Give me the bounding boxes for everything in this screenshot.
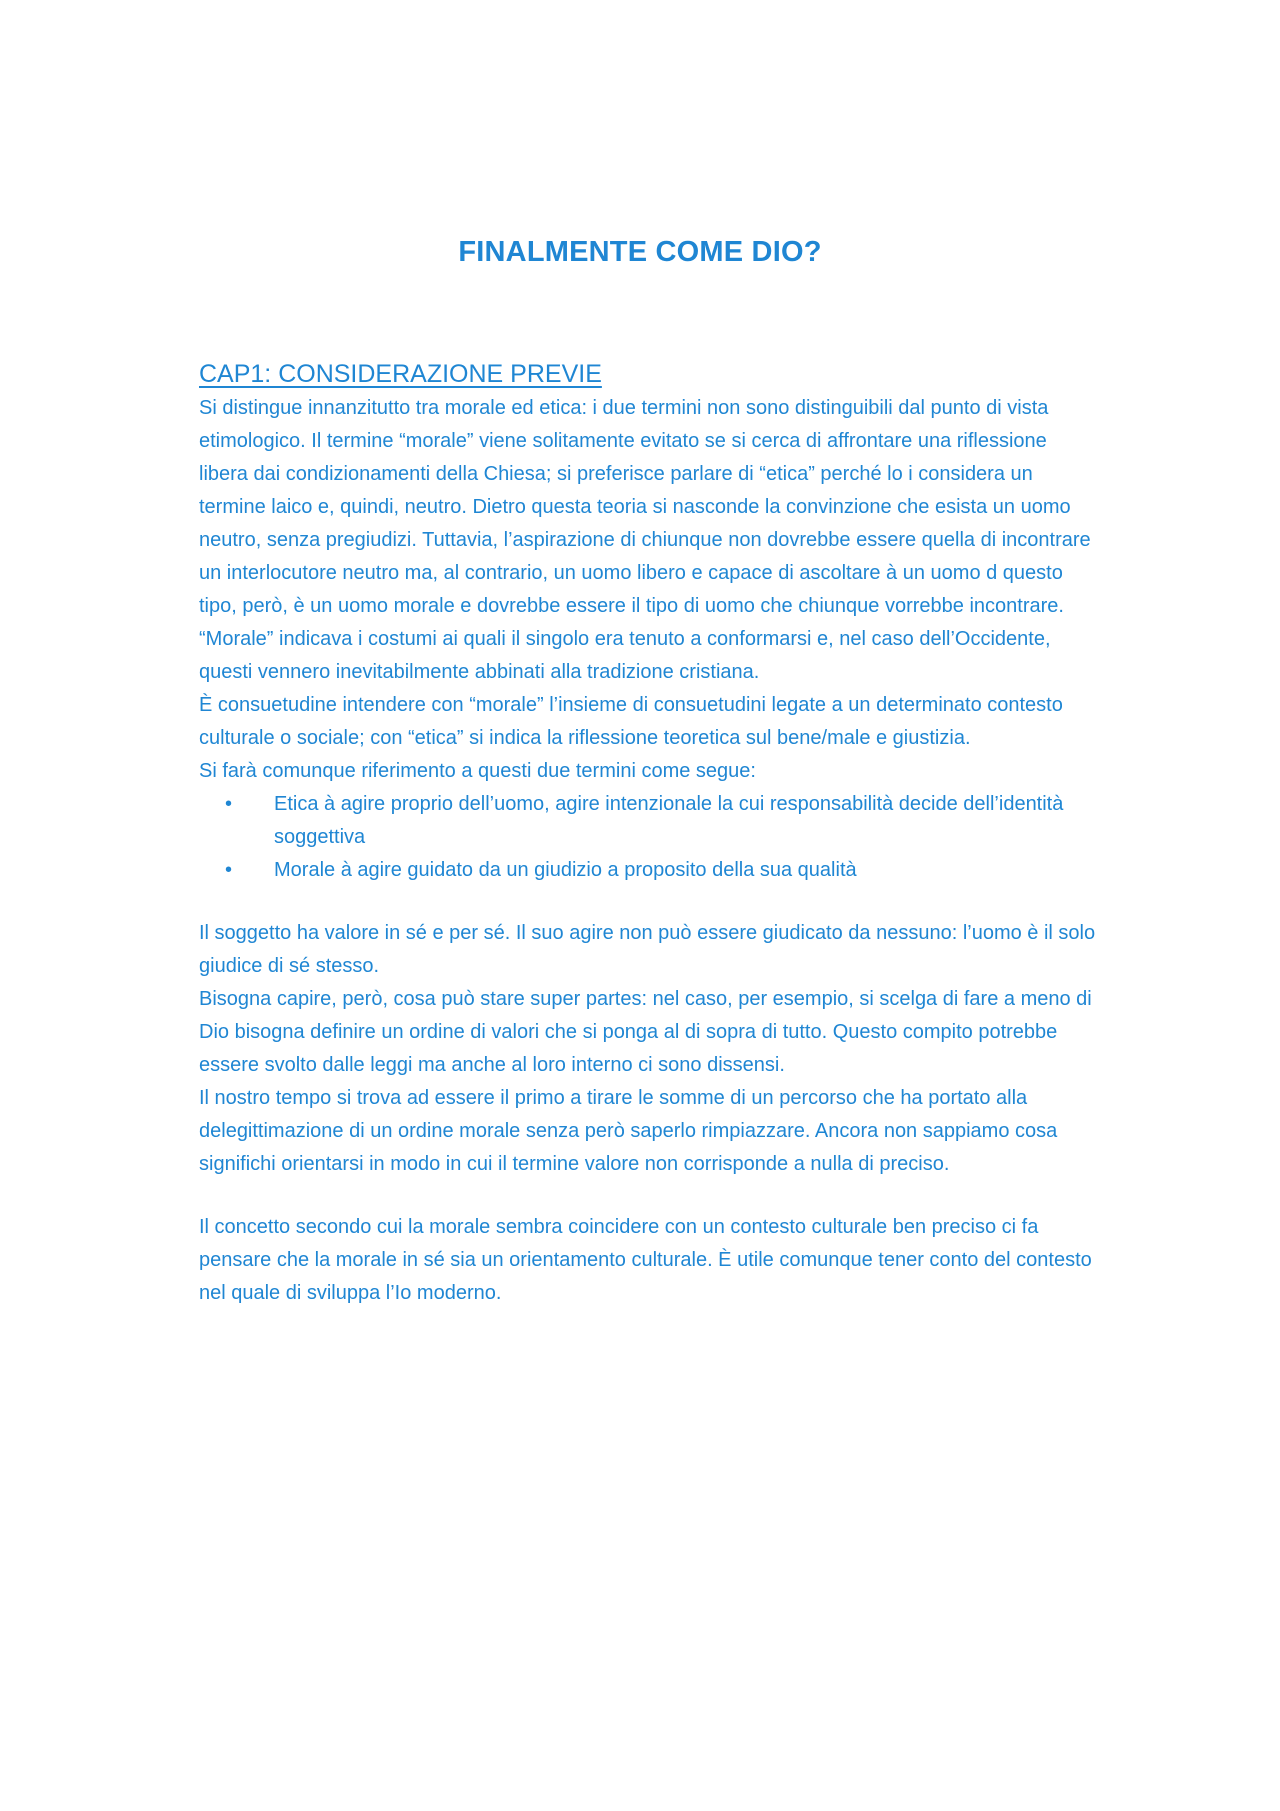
paragraph: Bisogna capire, però, cosa può stare super partes: nel caso, per esempio, si scelga di fare a meno di Dio bisogna definire un ordine di valori che si ponga al di sopra di tutto. Questo compito potrebbe essere svolto dalle leggi ma anche al loro interno ci sono dissensi. bbox=[199, 988, 1092, 1076]
document-body bbox=[199, 356, 1099, 1310]
paragraph: Si distingue innanzitutto tra morale ed etica: i due termini non sono distinguibili dal punto di vista etimologico. Il termine “morale” viene solitamente evitato se si cerca di affrontare una riflessione libera dai condizionamenti della Chiesa; si preferisce parlare di “etica” perché lo i considera un termine laico e, quindi, neutro. Dietro questa teoria si nasconde la convinzione che esista un uomo neutro, senza pregiudizi. Tuttavia, l’aspirazione di chiunque non dovrebbe essere quella di incontrare un interlocutore neutro ma, al contrario, un uomo libero e capace di ascoltare à un uomo d questo tipo, però, è un uomo morale e dovrebbe essere il tipo di uomo che chiunque vorrebbe incontrare. bbox=[199, 397, 1091, 617]
paragraph: Il soggetto ha valore in sé e per sé. Il suo agire non può essere giudicato da nessuno: l’uomo è il solo giudice di sé stesso. bbox=[199, 922, 1096, 977]
paragraph: Si farà comunque riferimento a questi due termini come segue: bbox=[199, 760, 756, 782]
paragraph-spacer bbox=[199, 1181, 1099, 1211]
paragraph-spacer bbox=[199, 887, 1099, 917]
bullet-text: Morale à agire guidato da un giudizio a proposito della sua qualità bbox=[274, 859, 857, 881]
paragraph: È consuetudine intendere con “morale” l’insieme di consuetudini legate a un determinato contesto culturale o sociale; con “etica” si indica la riflessione teoretica sul bene/male e giustizia. bbox=[199, 694, 1063, 749]
bullet-item-etica bbox=[199, 788, 1099, 854]
paragraph: Il concetto secondo cui la morale sembra coincidere con un contesto culturale ben preciso ci fa pensare che la morale in sé sia un orientamento culturale. È utile comunque tener conto del contesto nel quale di sviluppa l’Io moderno. bbox=[199, 1216, 1092, 1304]
paragraph: “Morale” indicava i costumi ai quali il singolo era tenuto a conformarsi e, nel caso dell’Occidente, questi vennero inevitabilmente abbinati alla tradizione cristiana. bbox=[199, 628, 1051, 683]
chapter-heading: CAP1: CONSIDERAZIONE PREVIE bbox=[199, 360, 602, 388]
bullet-item-morale bbox=[199, 854, 1099, 887]
bullet-list bbox=[199, 788, 1099, 887]
document-title: FINALMENTE COME DIO? bbox=[458, 236, 822, 268]
bullet-icon: • bbox=[225, 859, 233, 881]
bullet-text: Etica à agire proprio dell’uomo, agire intenzionale la cui responsabilità decide dell’identità soggettiva bbox=[274, 793, 1064, 848]
bullet-icon: • bbox=[225, 793, 233, 815]
paragraph: Il nostro tempo si trova ad essere il primo a tirare le somme di un percorso che ha portato alla delegittimazione di un ordine morale senza però saperlo rimpiazzare. Ancora non sappiamo cosa significhi orientarsi in modo in cui il termine valore non corrisponde a nulla di preciso. bbox=[199, 1087, 1058, 1175]
